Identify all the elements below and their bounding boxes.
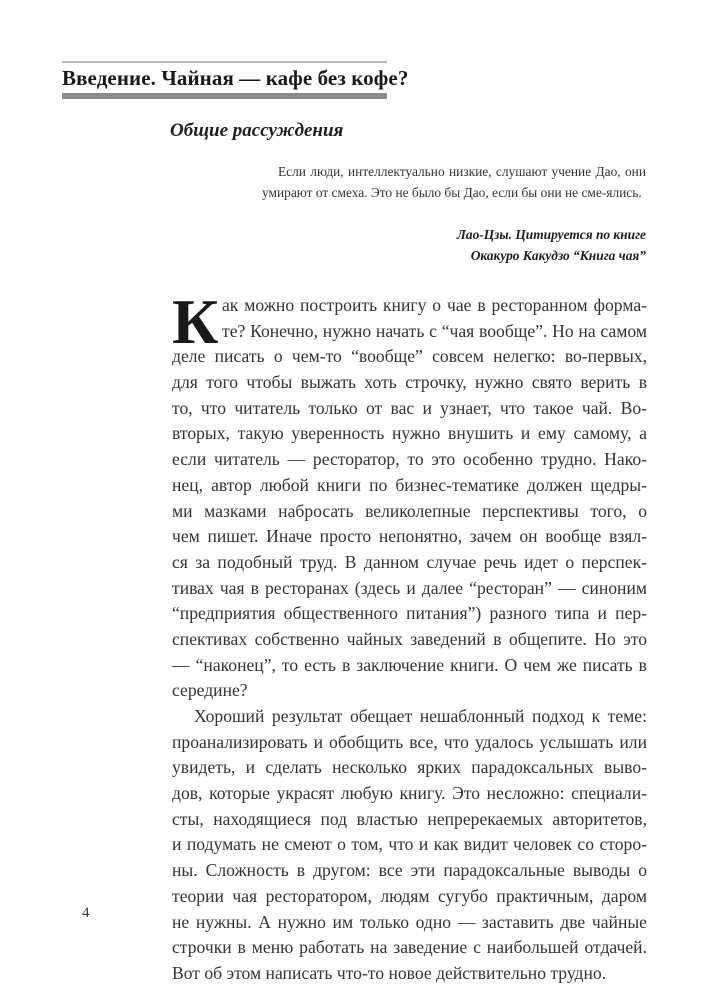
epigraph [262, 161, 646, 203]
header-bottom-rule [62, 93, 387, 99]
drop-cap: К [172, 286, 219, 357]
body-line: середине? [172, 680, 248, 701]
body-line: не нужны. А нужно им только одно — заставить две чайные [172, 911, 647, 932]
body-line: увидеть, и сделать несколько ярких парадоксальных выво- [172, 757, 647, 778]
body-line: нец, автор любой книги по бизнес-тематике должен щедры- [172, 474, 647, 495]
body-line: для того чтобы выжать хоть строчку, нужно свято верить в [172, 372, 647, 393]
body-line: ся за подобный труд. В данном случае речь идет о перспек- [172, 551, 647, 572]
epigraph-text [262, 161, 646, 203]
body-line: “предприятия общественного питания”) разного типа и пер- [172, 603, 647, 624]
body-line: деле писать о чем-то “вообще” совсем нелегко: во-первых, [172, 346, 647, 367]
body-line: теории чая ресторатором, людям сугубо практичным, даром [172, 885, 647, 906]
epigraph-line: ялись. [606, 185, 642, 200]
body-text [172, 286, 647, 987]
body-line: спективах собственно чайных заведений в общепите. Но это [172, 628, 647, 649]
body-line: то, что читатель только от вас и узнает, что такое чай. Во- [172, 397, 647, 418]
attribution-line: Лао-Цзы. Цитируется по книге [456, 227, 646, 242]
body-line: тивах чая в ресторанах (здесь и далее “ресторан” — синоним [172, 577, 647, 598]
body-line: если читатель — ресторатор, то это особенно трудно. Нако- [172, 449, 647, 470]
body-line: дов, которые украсят любую книгу. Это несложно: специали- [172, 783, 647, 804]
body-line: Вот об этом написать что-то новое действительно трудно. [172, 962, 607, 983]
body-line: проанализировать и обобщить все, что удалось услышать или [172, 731, 647, 752]
body-line: ак можно построить книгу о чае в ресторанном форма- [222, 295, 647, 315]
body-line: Хороший результат обещает нешаблонный подход к теме: [194, 706, 647, 726]
epigraph-attribution [262, 224, 646, 266]
body-line: строчки в меню работать на заведение с наибольшей отдачей. [172, 937, 647, 958]
page-number: 4 [82, 905, 90, 921]
body-line: ны. Сложность в другом: все эти парадоксальные выводы о [172, 860, 647, 881]
body-line: ми мазками набросать великолепные перспективы того, о [172, 500, 647, 521]
attribution-line: Окакуро Какудзо “Книга чая” [470, 248, 646, 263]
body-line: чем пишет. Иначе просто непонятно, зачем он вообще взял- [172, 526, 647, 547]
body-line: и подумать не смеют о том, что и как видит человек со сторо- [172, 834, 647, 855]
epigraph-line: Если люди, интеллектуально низкие, слушают учение Дао, [278, 164, 621, 179]
epigraph-line: они умирают от смеха. Это не было бы Дао, если бы они не сме- [262, 164, 646, 200]
body-line: те? Конечно, нужно начать с “чая вообще”. Но на самом [222, 320, 647, 341]
header-top-rule [62, 61, 387, 63]
chapter-title: Введение. Чайная — кафе без кофе? [62, 66, 409, 90]
body-line: — “наконец”, то есть в заключение книги. О чем же писать в [172, 654, 647, 675]
body-line: сты, находящиеся под властью непререкаемых авторитетов, [172, 808, 647, 829]
section-title: Общие рассуждения [170, 120, 344, 141]
body-line: вторых, такую уверенность нужно внушить и ему самому, а [172, 423, 647, 444]
